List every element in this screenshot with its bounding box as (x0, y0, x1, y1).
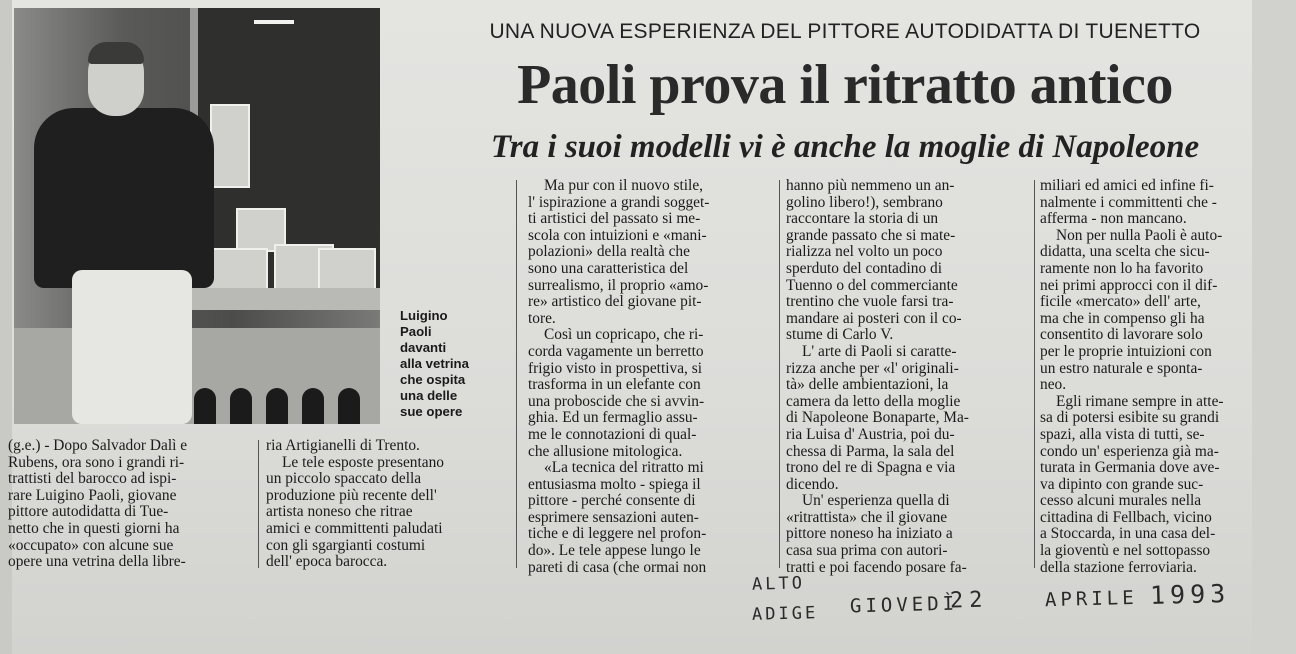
article-text-line: della stazione ferroviaria. (1040, 558, 1197, 576)
article-text-line: dicendo. (786, 475, 839, 493)
article-text-line: chessa di Parma, la sala del (786, 442, 955, 460)
article-text-line: tore. (528, 309, 556, 327)
article-text-line: dell' epoca barocca. (266, 553, 388, 571)
article-subheadline: Tra i suoi modelli vi è anche la moglie di Napoleone (490, 129, 1200, 165)
article-text-line: pareti di casa (che ormai non (528, 558, 707, 576)
article-text-line: va dipinto con grande suc- (1040, 475, 1204, 493)
handwritten-note: GIOVEDÌ (849, 592, 959, 618)
article-text-line: Rubens, ora sono i grandi ri- (8, 453, 185, 471)
article-text-line: consentito di lavorare solo (1040, 326, 1203, 344)
article-text-line: con gli sgargianti costumi (266, 536, 426, 554)
article-text-line: sa di potersi esibite su grandi (1040, 409, 1220, 427)
article-text-line: rializza nel volto un poco (786, 243, 943, 261)
article-text-line: ficile «mercato» dell' arte, (1040, 293, 1201, 311)
article-text-line: L' arte di Paoli si caratte- (802, 342, 957, 360)
article-text-line: ma che in compenso gli ha (1040, 309, 1205, 327)
article-text-line: me le connotazioni di qual- (528, 425, 697, 443)
article-text-line: «La tecnica del ritratto mi (544, 459, 704, 477)
article-text-line: pittore autodidatta di Tue- (8, 503, 169, 521)
article-text-line: corda vagamente un berretto (528, 342, 704, 360)
article-text-line: nalmente i committenti che - (1040, 193, 1217, 211)
article-text-line: amici e committenti paludati (266, 519, 443, 537)
adjacent-column-bleed (1252, 0, 1296, 654)
article-text-line: a Stoccarda, in una casa del- (1040, 525, 1216, 543)
article-text-line: ria Artigianelli di Trento. (266, 437, 420, 454)
article-text-line: Le tele esposte presentano (282, 453, 444, 471)
article-text-line: cesso alcuni murales nella (1040, 492, 1202, 510)
article-text-line: raccontare la storia di un (786, 210, 939, 228)
article-text-line: camera da letto della moglie (786, 392, 961, 410)
article-text-line: ti artistici del passato si me- (528, 210, 701, 228)
handwritten-note: 1993 (1149, 578, 1231, 611)
article-text-line: Tuenno o del commerciante (786, 276, 958, 294)
column-rule (516, 180, 517, 568)
article-text-line: entusiasma molto - spiega il (528, 475, 701, 493)
article-text-line: golino libero!), sembrano (786, 193, 943, 211)
column-rule (258, 440, 259, 568)
article-text-line: Egli rimane sempre in atte- (1056, 392, 1224, 410)
article-text-line: nei primi approcci con il dif- (1040, 276, 1218, 294)
handwritten-note: ALTO (751, 573, 806, 595)
article-text-line: produzione più recente dell' (266, 486, 437, 504)
article-text-line: l' ispirazione a grandi sogget- (528, 193, 710, 211)
article-text-line: (g.e.) - Dopo Salvador Dalì e (8, 437, 188, 454)
article-text-line: mandare ai posteri con il co- (786, 309, 962, 327)
caption-line: una delle (400, 388, 458, 403)
article-text-line: grande passato che si mate- (786, 226, 956, 244)
article-text-line: un estro naturale e sponta- (1040, 359, 1203, 377)
article-text-line: neo. (1040, 376, 1067, 394)
article-text-line: ramente non lo ha favorito (1040, 259, 1204, 277)
article-text-line: opere una vetrina della libre- (8, 553, 186, 571)
article-text-line: ghia. Ed un fermaglio assu- (528, 409, 698, 427)
article-text-line: trono del re di Spagna e via (786, 459, 956, 477)
article-text-line: Un' esperienza quella di (802, 492, 950, 510)
article-text-line: stume di Carlo V. (786, 326, 894, 344)
article-text-line: scola con intuizioni e «mani- (528, 226, 707, 244)
article-text-line: per le proprie intuizioni con (1040, 342, 1212, 360)
article-text-line: ria Luisa d' Austria, poi du- (786, 425, 955, 443)
article-text-line: rare Luigino Paoli, giovane (8, 486, 177, 504)
article-text-line: netto che in questi giorni ha (8, 519, 180, 537)
article-text-line: esprimere sensazioni auten- (528, 508, 699, 526)
article-text-line: hanno più nemmeno un an- (786, 177, 955, 194)
article-text-line: «ritrattista» che il giovane (786, 508, 948, 526)
article-text-line: turata in Germania dove ave- (1040, 459, 1220, 477)
article-column-1 (8, 438, 248, 571)
article-text-line: la gioventù e nel sottopasso (1040, 542, 1211, 560)
article-text-line: pittore noneso ha iniziato a (786, 525, 953, 543)
article-text-line: artista noneso che ritrae (266, 503, 413, 521)
article-text-line: pittore - perché consente di (528, 492, 696, 510)
article-text-line: do». Le tele appese lungo le (528, 542, 701, 560)
caption-line: Paoli (400, 324, 432, 339)
article-text-line: trasforma in un elefante con (528, 376, 701, 394)
caption-line: Luigino (400, 308, 448, 323)
article-text-line: rizza anche per «l' originali- (786, 359, 959, 377)
article-text-line: un piccolo spaccato della (266, 470, 422, 488)
article-column-4 (786, 178, 1030, 576)
article-text-line: casa sua prima con autori- (786, 542, 948, 560)
article-text-line: spazi, alla vista di tutti, se- (1040, 425, 1205, 443)
article-text-line: sperduto del contadino di (786, 259, 943, 277)
article-photo (14, 8, 380, 424)
article-text-line: frigio visto in prospettiva, si (528, 359, 702, 377)
article-text-line: polazioni» della realtà che (528, 243, 690, 261)
article-text-line: afferma - non mancano. (1040, 210, 1187, 228)
article-text-line: trentino che vuole farsi tra- (786, 293, 954, 311)
handwritten-note: APRILE (1044, 586, 1138, 612)
article-text-line: che allusione mitologica. (528, 442, 683, 460)
article-kicker: UNA NUOVA ESPERIENZA DEL PITTORE AUTODIDATTA DI TUENETTO (489, 20, 1201, 43)
article-text-line: sono una caratteristica del (528, 259, 689, 277)
article-text-line: Così un copricapo, che ri- (544, 326, 704, 344)
article-text-line: Ma pur con il nuovo stile, (544, 177, 704, 194)
article-text-line: re» artistico del giovane pit- (528, 293, 702, 311)
column-rule (1034, 180, 1035, 568)
article-text-line: di Napoleone Bonaparte, Ma- (786, 409, 969, 427)
caption-line: davanti (400, 340, 447, 355)
caption-line: che ospita (400, 372, 466, 387)
caption-line: alla vetrina (400, 356, 469, 371)
article-text-line: didatta, una scelta che sicu- (1040, 243, 1210, 261)
article-text-line: tratti e poi facendo posare fa- (786, 558, 967, 576)
article-headline: Paoli prova il ritratto antico (517, 54, 1173, 116)
article-text-line: tà» delle ambientazioni, la (786, 376, 949, 394)
article-column-3 (528, 178, 772, 576)
article-text-line: condo un' esperienza già ma- (1040, 442, 1219, 460)
article-text-line: surrealismo, il proprio «amo- (528, 276, 709, 294)
caption-line: sue opere (400, 404, 463, 419)
article-text-line: Non per nulla Paoli è auto- (1056, 226, 1223, 244)
article-text-line: una proboscide che si avvin- (528, 392, 705, 410)
photo-caption (400, 308, 484, 420)
column-rule (779, 180, 780, 568)
article-column-5 (1040, 178, 1254, 576)
article-text-line: tiche e di leggere nel profon- (528, 525, 707, 543)
article-text-line: «occupato» con alcune sue (8, 536, 174, 554)
handwritten-note: 22 (949, 587, 989, 614)
handwritten-note: ADIGE (751, 603, 819, 625)
article-text-line: miliari ed amici ed infine fi- (1040, 177, 1214, 194)
article-text-line: cittadina di Fellbach, vicino (1040, 508, 1212, 526)
article-text-line: trattisti del barocco ad ispi- (8, 470, 177, 488)
article-column-2 (266, 438, 504, 571)
